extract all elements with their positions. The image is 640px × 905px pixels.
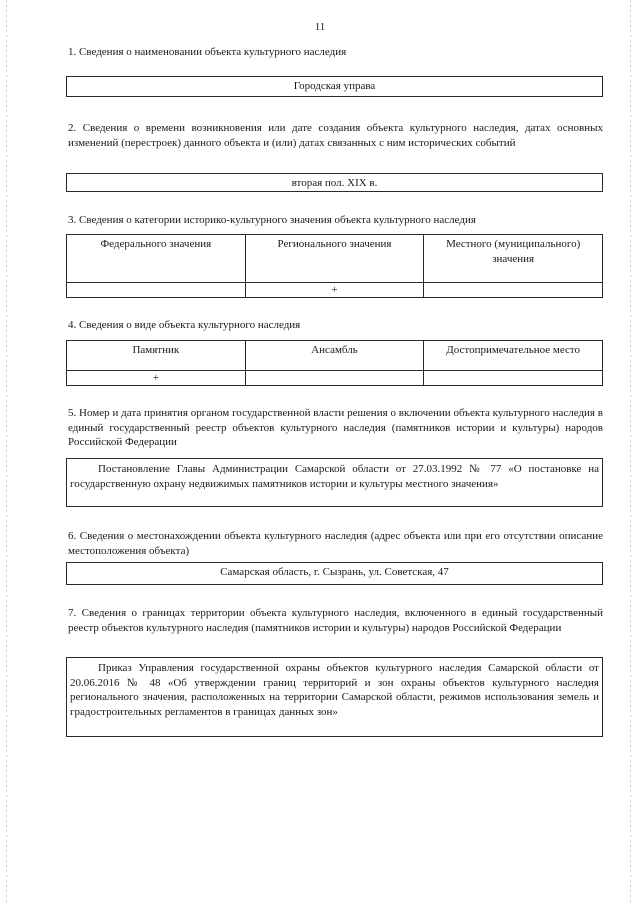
type-mark-monument: + xyxy=(67,371,246,386)
type-mark-ensemble xyxy=(245,371,424,386)
section-2-heading: 2. Сведения о времени возникновения или дате создания объекта культурного наследия, датах основных изменений (перестроек) данного объекта и (или) датах связанных с ним исторических событий xyxy=(68,122,603,149)
scan-edge-right xyxy=(630,0,631,905)
registry-decision-box xyxy=(66,458,603,507)
scan-edge-left xyxy=(6,0,7,905)
section-2-value-box xyxy=(66,173,603,192)
category-col-municipal: Местного (муниципального) значения xyxy=(424,235,603,283)
section-7-heading: 7. Сведения о границах территории объекта культурного наследия, включенного в единый государственный реестр объектов культурного наследия (памятников истории и культуры) народов Российской Федерации xyxy=(68,607,603,634)
type-col-monument: Памятник xyxy=(67,341,246,371)
registry-decision: Постановление Главы Администрации Самарской области от 27.03.1992 № 77 «О постановке на государственную охрану недвижимых памятников истории и культуры местного значения» xyxy=(70,463,599,490)
category-mark-regional: + xyxy=(245,283,424,298)
category-header-row xyxy=(67,235,603,283)
type-col-landmark: Достопримечательное место xyxy=(424,341,603,371)
boundaries-box xyxy=(66,657,603,737)
type-table xyxy=(66,340,603,386)
category-table xyxy=(66,234,603,298)
address-box xyxy=(66,562,603,585)
type-mark-row xyxy=(67,371,603,386)
object-address: Самарская область, г. Сызрань, ул. Советская, 47 xyxy=(220,566,449,578)
territory-boundaries: Приказ Управления государственной охраны объектов культурного наследия Самарской области от 20.06.2016 № 48 «Об утверждении границ территорий и зон охраны объектов культурного наследия регионального значения, расположенных на территории Самарской области, режимов использования земель и градостроительных регламентов в границах данных зон» xyxy=(70,662,599,718)
page-number: 11 xyxy=(314,21,326,33)
section-4-heading: 4. Сведения о виде объекта культурного наследия xyxy=(68,319,301,331)
category-mark-row xyxy=(67,283,603,298)
type-mark-landmark xyxy=(424,371,603,386)
type-header-row xyxy=(67,341,603,371)
object-name: Городская управа xyxy=(293,80,376,92)
category-col-regional: Регионального значения xyxy=(245,235,424,283)
category-col-federal: Федерального значения xyxy=(67,235,246,283)
type-col-ensemble: Ансамбль xyxy=(245,341,424,371)
creation-date: вторая пол. XIX в. xyxy=(291,177,378,189)
section-1-heading: 1. Сведения о наименовании объекта культурного наследия xyxy=(68,46,347,58)
section-1-value-box xyxy=(66,76,603,97)
category-mark-federal xyxy=(67,283,246,298)
section-5-heading: 5. Номер и дата принятия органом государственной власти решения о включении объекта культурного наследия в единый государственный реестр объектов культурного наследия (памятников истории и культуры) народов Российской Федерации xyxy=(68,407,603,449)
category-mark-municipal xyxy=(424,283,603,298)
section-6-heading: 6. Сведения о местонахождении объекта культурного наследия (адрес объекта или при его отсутствии описание местоположения объекта) xyxy=(68,530,603,557)
section-3-heading: 3. Сведения о категории историко-культурного значения объекта культурного наследия xyxy=(68,214,476,226)
